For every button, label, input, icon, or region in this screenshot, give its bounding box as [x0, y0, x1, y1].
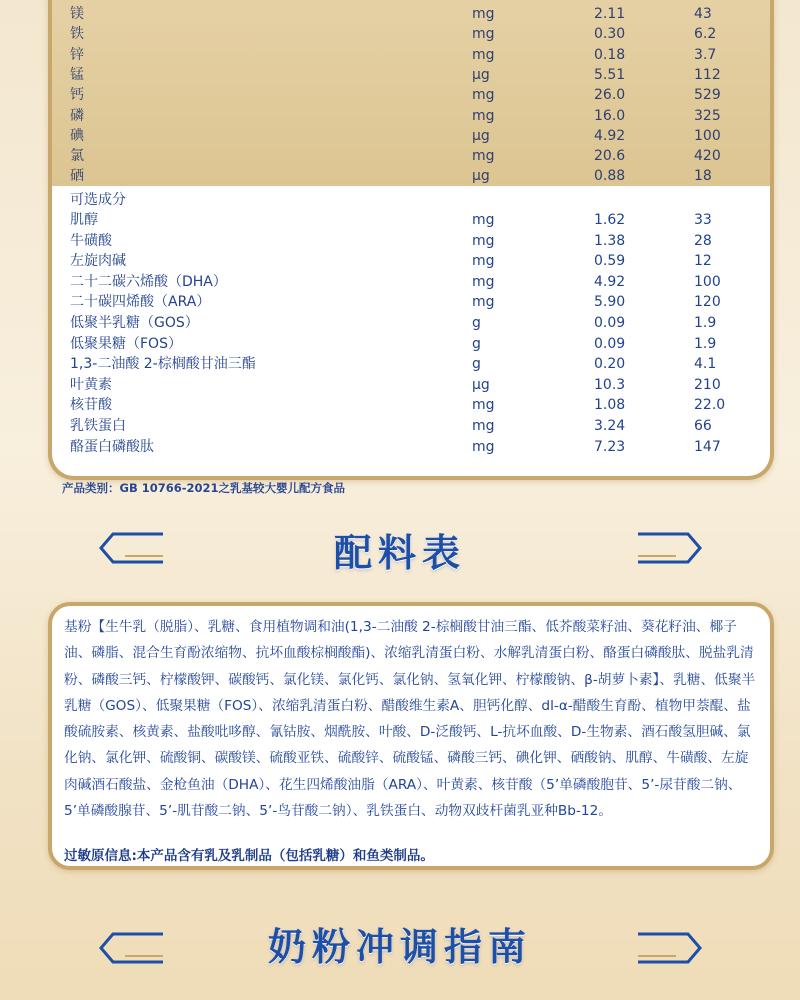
cell-name: 二十二碳六烯酸（DHA）: [70, 273, 227, 290]
table-row: [52, 146, 770, 166]
cell-per100g: 66: [694, 418, 712, 434]
cell-per100kj: 3.24: [594, 418, 626, 434]
cell-unit: mg: [472, 26, 495, 43]
cell-per100kj: 26.0: [594, 87, 626, 104]
cell-per100g: 1.9: [694, 315, 717, 331]
cell-per100kj: 2.11: [594, 6, 626, 22]
nutrition-table: [48, 0, 774, 480]
cell-per100g: 33: [694, 212, 712, 228]
table-row: [52, 210, 770, 230]
cell-name: 左旋肉碱: [70, 253, 126, 270]
cell-per100kj: 4.92: [594, 273, 626, 290]
right-bracket-icon: [636, 916, 706, 976]
cell-unit: mg: [472, 294, 495, 311]
table-row: [52, 354, 770, 374]
table-row: [52, 106, 770, 126]
table-row: [52, 375, 770, 395]
cell-unit: μg: [472, 168, 490, 185]
cell-unit: mg: [472, 46, 495, 63]
cell-unit: mg: [472, 148, 495, 165]
cell-unit: mg: [472, 87, 495, 104]
guide-heading-banner: [0, 906, 800, 969]
cell-name: 低聚果糖（FOS）: [70, 335, 182, 352]
cell-unit: μg: [472, 127, 490, 144]
cell-per100kj: 0.30: [594, 26, 626, 43]
cell-per100g: 120: [694, 294, 721, 311]
cell-unit: mg: [472, 107, 495, 124]
table-row: [52, 65, 770, 85]
product-category: 产品类别：GB 10766-2021之乳基较大婴儿配方食品: [62, 481, 345, 495]
table-row: [52, 416, 770, 436]
cell-per100g: 147: [694, 438, 721, 455]
cell-name: 肌醇: [70, 212, 98, 228]
cell-per100kj: 1.62: [594, 212, 626, 228]
table-row: [52, 85, 770, 105]
cell-name: 钙: [70, 87, 84, 104]
table-row: [52, 292, 770, 312]
cell-per100g: 6.2: [694, 26, 717, 43]
cell-per100g: 1.9: [694, 335, 717, 352]
ingredients-box: [48, 602, 774, 870]
cell-name: 磷: [70, 107, 84, 124]
ingredients-heading: 配料表: [333, 531, 466, 575]
cell-per100g: 12: [694, 253, 712, 270]
cell-name: 镁: [70, 6, 84, 22]
table-row: [52, 334, 770, 354]
cell-per100kj: 5.51: [594, 66, 626, 83]
table-row: [52, 437, 770, 457]
optional-section-title: [52, 190, 770, 210]
cell-unit: mg: [472, 397, 495, 414]
cell-per100kj: 7.23: [594, 438, 626, 455]
cell-per100kj: 0.18: [594, 46, 626, 63]
table-row: [52, 395, 770, 415]
cell-unit: mg: [472, 253, 495, 270]
cell-per100kj: 1.38: [594, 232, 626, 249]
cell-name: 氯: [70, 148, 84, 165]
cell-per100kj: 0.09: [594, 335, 626, 352]
cell-unit: g: [472, 356, 481, 373]
cell-per100g: 28: [694, 232, 712, 249]
table-row: [52, 126, 770, 146]
cell-per100g: 100: [694, 273, 721, 290]
allergen-info: 过敏原信息:本产品含有乳及乳制品（包括乳糖）和鱼类制品。: [64, 848, 434, 864]
cell-per100kj: 0.20: [594, 356, 626, 373]
cell-name: 铁: [70, 26, 84, 43]
cell-per100g: 325: [694, 107, 721, 124]
table-row: [52, 4, 770, 24]
cell-unit: μg: [472, 376, 490, 393]
cell-per100kj: 1.08: [594, 397, 626, 414]
cell-unit: mg: [472, 232, 495, 249]
cell-per100g: 529: [694, 87, 721, 104]
cell-name: 牛磺酸: [70, 232, 112, 249]
cell-per100kj: 0.88: [594, 168, 626, 185]
cell-per100kj: 4.92: [594, 127, 626, 144]
cell-per100g: 210: [694, 376, 721, 393]
cell-name: 1,3-二油酸 2-棕榈酸甘油三酯: [70, 356, 256, 373]
cell-per100g: 43: [694, 6, 712, 22]
cell-per100g: 18: [694, 168, 712, 185]
cell-per100g: 100: [694, 127, 721, 144]
cell-per100g: 22.0: [694, 397, 726, 414]
optional-title-label: 可选成分: [70, 192, 126, 208]
cell-per100g: 112: [694, 66, 721, 83]
cell-unit: mg: [472, 273, 495, 290]
cell-per100kj: 10.3: [594, 376, 626, 393]
table-row: [52, 24, 770, 44]
ingredients-text: 基粉【生牛乳（脱脂）、乳糖、食用植物调和油(1,3-二油酸 2-棕榈酸甘油三酯、低芥酸菜籽油、葵花籽油、椰子油、磷脂、混合生育酚浓缩物、抗坏血酸棕榈酸酯)、浓缩乳清蛋白粉、水解乳清蛋白粉、酪蛋白磷酸肽、脱盐乳清粉、磷酸三钙、柠檬酸钾、碳酸钙、氯化镁、氯化钙、氯化钠、氢氧化钾、柠檬酸钠、β-胡萝卜素】、乳糖、低聚半乳糖（GOS）、低聚果糖（FOS）、浓缩乳清蛋白粉、醋酸维生素A、胆钙化醇、dl-α-醋酸生育酚、植物甲萘醌、盐酸硫胺素、核黄素、盐酸吡哆醇、氰钴胺、烟酰胺、叶酸、D-泛酸钙、L-抗坏血酸、D-生物素、酒石酸氢胆碱、氯化钠、氯化钾、硫酸铜、碳酸镁、硫酸亚铁、硫酸锌、硫酸锰、磷酸三钙、碘化钾、硒酸钠、肌醇、牛磺酸、左旋肉碱酒石酸盐、金枪鱼油（DHA）、花生四烯酸油脂（ARA）、叶黄素、核苷酸（5’单磷酸胞苷、5’-尿苷酸二钠、5’单磷酸腺苷、5’-肌苷酸二钠、5’-鸟苷酸二钠）、乳铁蛋白、动物双歧杆菌乳亚种Bb-12。: [64, 619, 756, 820]
cell-name: 酪蛋白磷酸肽: [70, 438, 154, 455]
cell-unit: μg: [472, 66, 490, 83]
table-row: [52, 251, 770, 271]
cell-unit: mg: [472, 212, 495, 228]
cell-per100g: 4.1: [694, 356, 717, 373]
guide-heading: 奶粉冲调指南: [267, 925, 532, 969]
table-row: [52, 45, 770, 65]
cell-per100kj: 16.0: [594, 107, 626, 124]
cell-per100kj: 20.6: [594, 148, 626, 165]
cell-unit: mg: [472, 418, 495, 434]
cell-per100g: 3.7: [694, 46, 717, 63]
cell-per100kj: 0.59: [594, 253, 626, 270]
cell-unit: mg: [472, 438, 495, 455]
cell-name: 锌: [70, 46, 84, 63]
cell-name: 核苷酸: [70, 397, 112, 414]
cell-name: 乳铁蛋白: [70, 418, 126, 434]
cell-name: 低聚半乳糖（GOS）: [70, 315, 199, 331]
cell-name: 二十碳四烯酸（ARA）: [70, 294, 211, 311]
cell-unit: g: [472, 315, 481, 331]
cell-per100kj: 0.09: [594, 315, 626, 331]
table-row: [52, 272, 770, 292]
cell-unit: mg: [472, 6, 495, 22]
table-row: [52, 231, 770, 251]
ingredients-heading-banner: [0, 516, 800, 576]
cell-name: 锰: [70, 66, 84, 83]
cell-name: 叶黄素: [70, 376, 112, 393]
right-bracket-icon: [636, 516, 706, 576]
cell-per100g: 420: [694, 148, 721, 165]
cell-unit: g: [472, 335, 481, 352]
cell-name: 碘: [70, 127, 84, 144]
table-row: [52, 313, 770, 333]
table-row: [52, 166, 770, 186]
cell-name: 硒: [70, 168, 84, 185]
cell-per100kj: 5.90: [594, 294, 626, 311]
